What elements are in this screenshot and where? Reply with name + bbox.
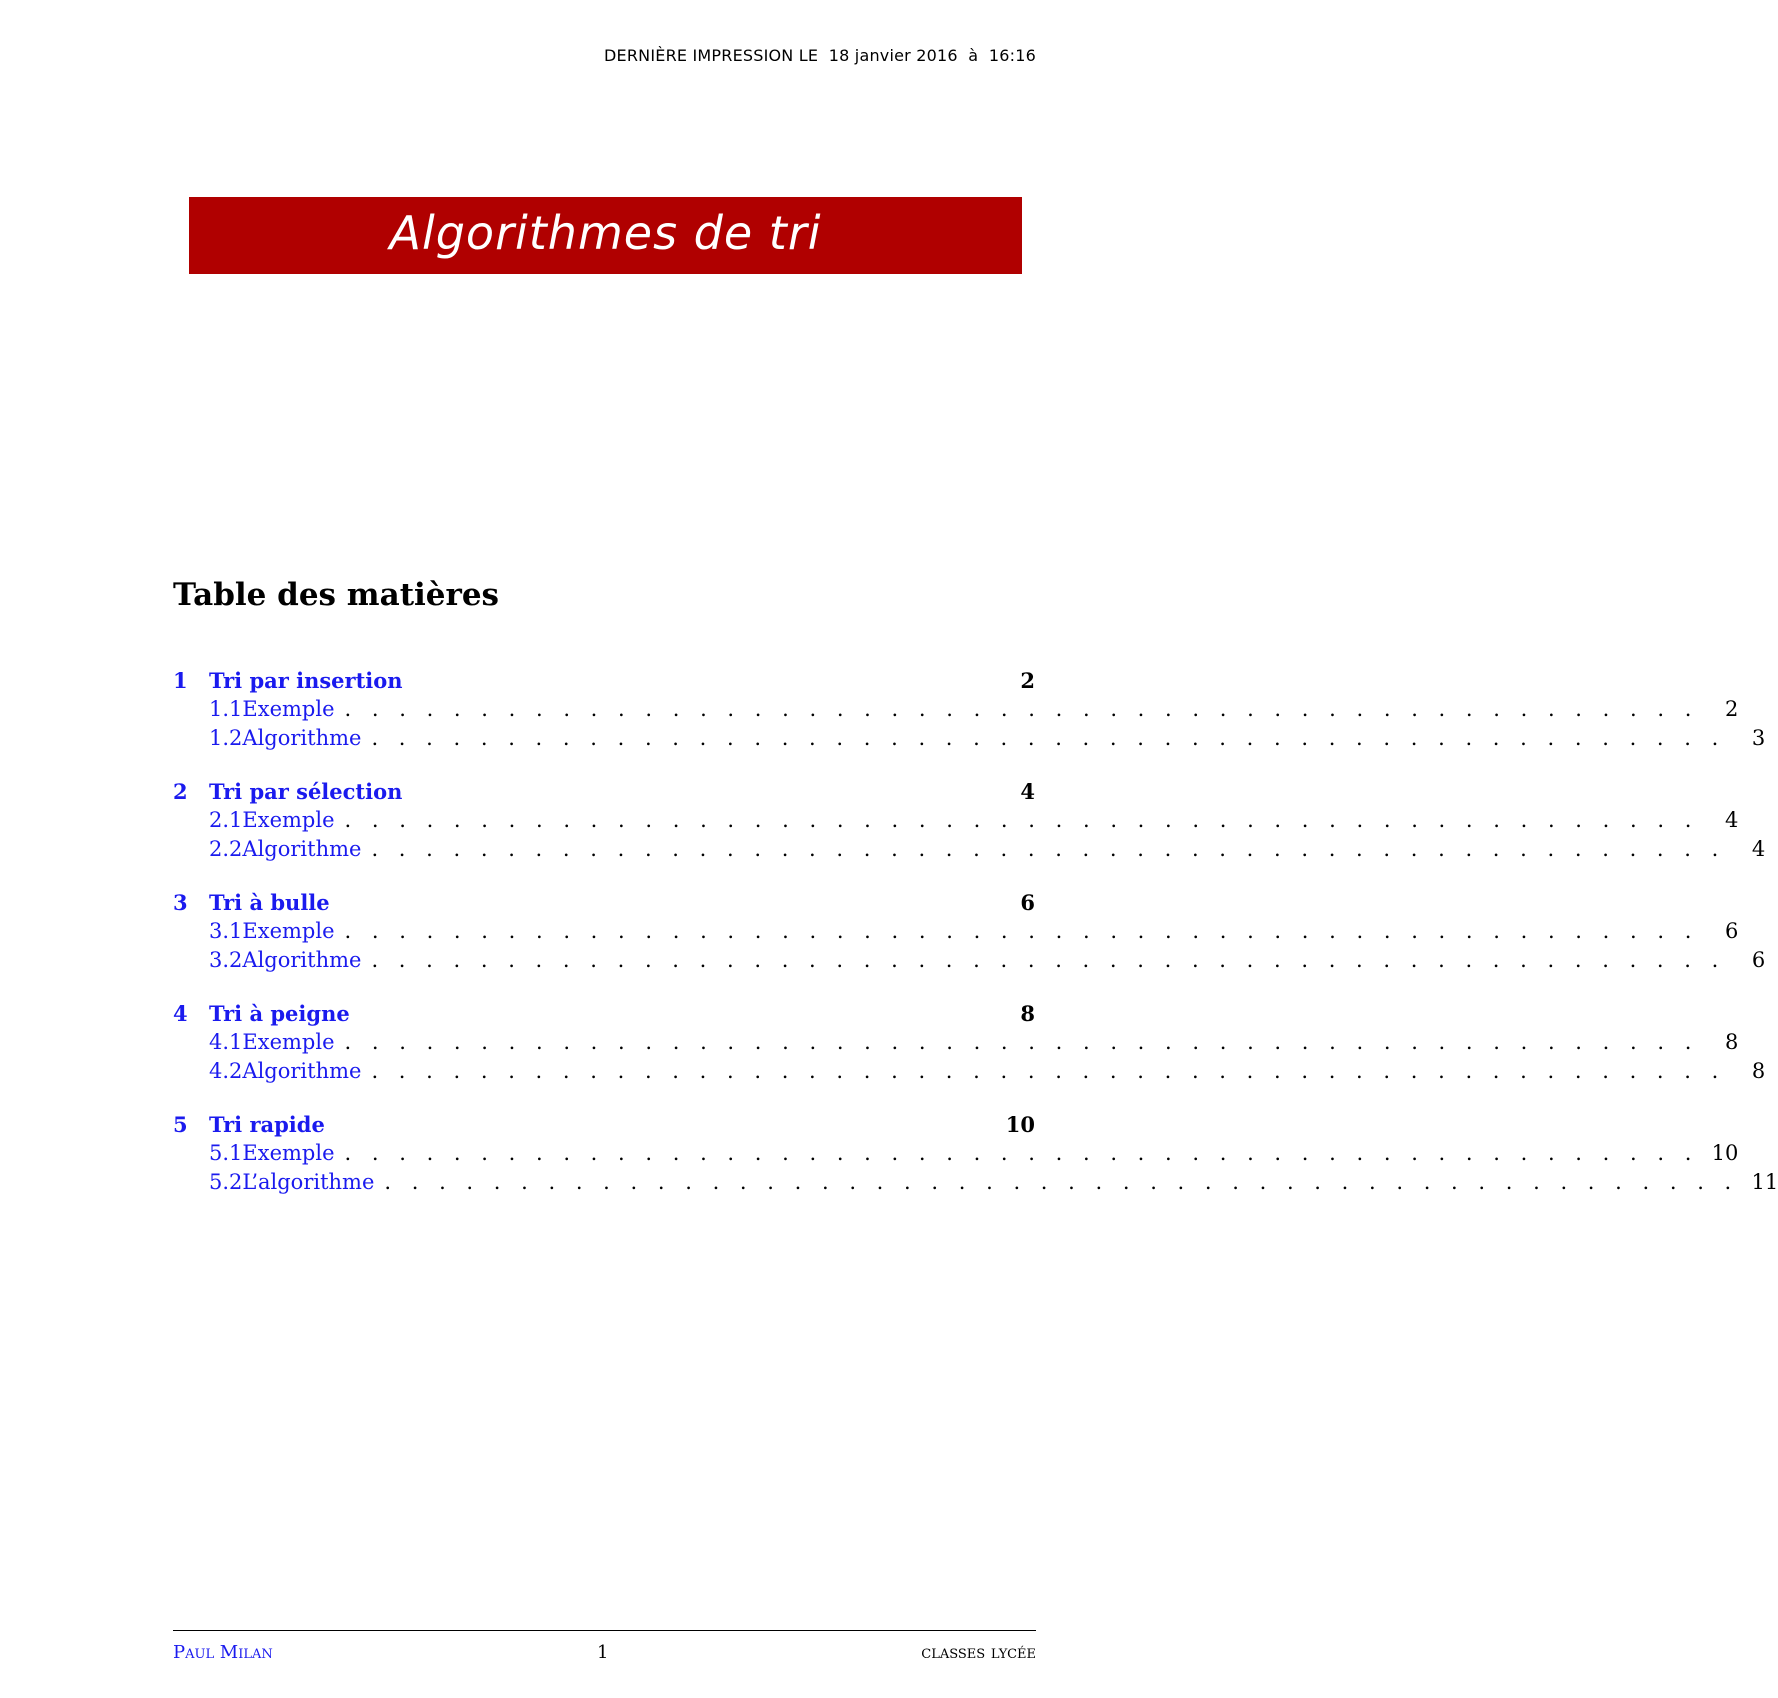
subsection-number: 2.1 <box>209 808 243 832</box>
toc-subsection-entry[interactable] <box>173 837 1766 866</box>
table-of-contents <box>173 668 1778 1223</box>
subsection-number: 3.2 <box>209 948 243 972</box>
dot-leader: . . . . . . . . . . . . . . . . . . . . . . . . . . . . . . . . . . . . . . . . . . . . . . . . . . <box>371 948 1726 972</box>
subsection-number: 5.1 <box>209 1141 243 1165</box>
dot-leader: . . . . . . . . . . . . . . . . . . . . . . . . . . . . . . . . . . . . . . . . . . . . . . . . . . <box>344 1030 1699 1054</box>
subsection-link[interactable]: Algorithme <box>242 1059 362 1083</box>
section-page: 8 <box>1020 1001 1035 1026</box>
subsection-link[interactable]: Exemple <box>242 697 335 721</box>
subsection-page: 8 <box>1725 1030 1739 1054</box>
footer-classes: classes lycée <box>921 1642 1036 1663</box>
footer-author: Paul Milan <box>173 1642 273 1663</box>
section-link[interactable]: Tri rapide <box>209 1112 325 1137</box>
subsection-number: 1.2 <box>209 726 243 750</box>
footer-rule <box>173 1630 1036 1631</box>
toc-section-entry[interactable] <box>173 1001 1035 1030</box>
dot-leader: . . . . . . . . . . . . . . . . . . . . . . . . . . . . . . . . . . . . . . . . . . . . . . . . . . <box>344 1141 1699 1165</box>
section-number: 5 <box>173 1112 188 1137</box>
subsection-link[interactable]: Algorithme <box>242 948 362 972</box>
toc-subsection-entry[interactable] <box>173 948 1766 977</box>
toc-subsection-entry[interactable] <box>173 697 1739 726</box>
dot-leader: . . . . . . . . . . . . . . . . . . . . . . . . . . . . . . . . . . . . . . . . . . . . . . . . . . <box>344 697 1699 721</box>
toc-subsection-entry[interactable] <box>173 1170 1778 1199</box>
toc-subsection-entry[interactable] <box>173 1030 1739 1059</box>
subsection-page: 6 <box>1725 919 1739 943</box>
toc-section-entry[interactable] <box>173 668 1035 697</box>
section-number: 2 <box>173 779 188 804</box>
section-link[interactable]: Tri à bulle <box>209 890 330 915</box>
toc-section-entry[interactable] <box>173 890 1035 919</box>
subsection-number: 5.2 <box>209 1170 243 1194</box>
subsection-page: 4 <box>1751 837 1766 861</box>
toc-section <box>173 1001 1766 1088</box>
subsection-page: 11 <box>1751 1170 1778 1194</box>
toc-section <box>173 1112 1778 1199</box>
dot-leader: . . . . . . . . . . . . . . . . . . . . . . . . . . . . . . . . . . . . . . . . . . . . . . . . . . <box>371 726 1726 750</box>
dot-leader: . . . . . . . . . . . . . . . . . . . . . . . . . . . . . . . . . . . . . . . . . . . . . . . . . . <box>371 1059 1726 1083</box>
toc-section <box>173 779 1766 866</box>
print-date-header: DERNIÈRE IMPRESSION LE 18 janvier 2016 à 16:16 <box>604 46 1036 65</box>
toc-subsection-entry[interactable] <box>173 808 1739 837</box>
toc-heading: Table des matières <box>173 577 500 613</box>
subsection-link[interactable]: Exemple <box>242 808 335 832</box>
subsection-link[interactable]: Exemple <box>242 1141 335 1165</box>
subsection-page: 10 <box>1711 1141 1739 1165</box>
subsection-number: 2.2 <box>209 837 243 861</box>
toc-subsection-entry[interactable] <box>173 1059 1766 1088</box>
subsection-number: 3.1 <box>209 919 243 943</box>
section-number: 1 <box>173 668 188 693</box>
footer-page-number: 1 <box>597 1642 609 1663</box>
toc-subsection-entry[interactable] <box>173 919 1739 948</box>
section-page: 6 <box>1020 890 1035 915</box>
section-link[interactable]: Tri à peigne <box>209 1001 350 1026</box>
toc-section <box>173 890 1766 977</box>
subsection-number: 1.1 <box>209 697 243 721</box>
subsection-link[interactable]: Exemple <box>242 919 335 943</box>
dot-leader: . . . . . . . . . . . . . . . . . . . . . . . . . . . . . . . . . . . . . . . . . . . . . . . . . . <box>344 919 1699 943</box>
subsection-number: 4.2 <box>209 1059 243 1083</box>
subsection-page: 3 <box>1751 726 1766 750</box>
document-title: Algorithmes de tri <box>389 205 822 260</box>
section-link[interactable]: Tri par insertion <box>209 668 403 693</box>
section-link[interactable]: Tri par sélection <box>209 779 403 804</box>
subsection-page: 6 <box>1751 948 1766 972</box>
toc-section <box>173 668 1766 755</box>
toc-subsection-entry[interactable] <box>173 726 1766 755</box>
subsection-link[interactable]: Exemple <box>242 1030 335 1054</box>
section-number: 4 <box>173 1001 188 1026</box>
subsection-page: 2 <box>1725 697 1739 721</box>
subsection-link[interactable]: Algorithme <box>242 726 362 750</box>
subsection-link[interactable]: Algorithme <box>242 837 362 861</box>
subsection-number: 4.1 <box>209 1030 243 1054</box>
section-page: 2 <box>1020 668 1035 693</box>
section-number: 3 <box>173 890 188 915</box>
toc-section-entry[interactable] <box>173 779 1035 808</box>
dot-leader: . . . . . . . . . . . . . . . . . . . . . . . . . . . . . . . . . . . . . . . . . . . . . . . . . . <box>371 837 1726 861</box>
dot-leader: . . . . . . . . . . . . . . . . . . . . . . . . . . . . . . . . . . . . . . . . . . . . . . . . . . <box>344 808 1699 832</box>
toc-section-entry[interactable] <box>173 1112 1035 1141</box>
dot-leader: . . . . . . . . . . . . . . . . . . . . . . . . . . . . . . . . . . . . . . . . . . . . . . . . . . <box>384 1170 1739 1194</box>
section-page: 10 <box>1005 1112 1035 1137</box>
subsection-link[interactable]: L’algorithme <box>242 1170 375 1194</box>
subsection-page: 4 <box>1725 808 1739 832</box>
section-page: 4 <box>1020 779 1035 804</box>
title-banner <box>189 197 1022 274</box>
toc-subsection-entry[interactable] <box>173 1141 1739 1170</box>
subsection-page: 8 <box>1751 1059 1766 1083</box>
